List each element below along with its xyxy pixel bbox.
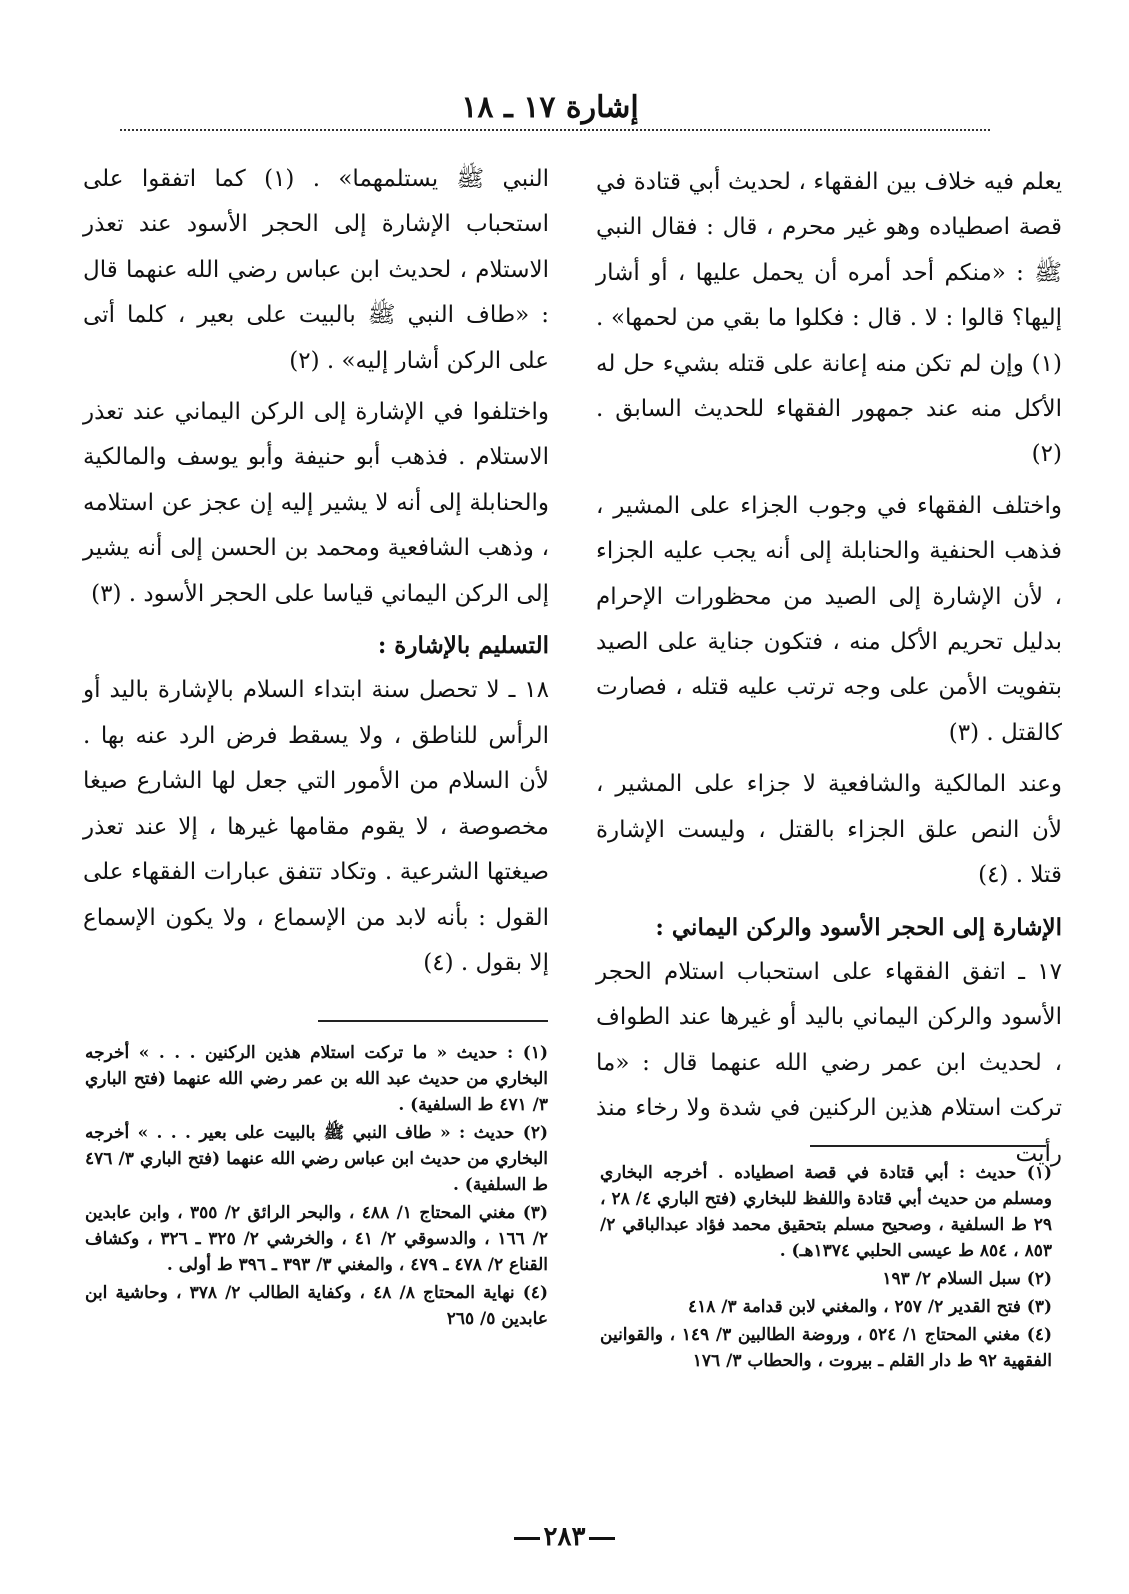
footnote: (١) : حديث « ما تركت استلام هذين الركنين . . . » أخرجه البخاري من حديث عبد الله بن عمر رضي الله عنهما (فتح الباري ٣/ ٤٧١ ط السلفية) . [85, 1043, 548, 1115]
section-paragraph: ١٧ ـ اتفق الفقهاء على استحباب استلام الحجر الأسود والركن اليماني باليد أو غيرها عند الطواف ، لحديث ابن عمر رضي الله عنهما قال : «ما تركت استلام هذين الركنين في شدة ولا رخاء منذ رأيت [596, 958, 1062, 1167]
footnote: (٣) مغني المحتاج ١/ ٤٨٨ ، والبحر الرائق ٢/ ٣٥٥ ، وابن عابدين ٢/ ١٦٦ ، والدسوقي ٢/ ٤١ ، والخرشي ٢/ ٣٢٥ ـ ٣٢٦ ، وكشاف القناع ٢/ ٤٧٨ ـ ٤٧٩ ، والمغني ٣/ ٣٩٣ ـ ٣٩٦ ط أولى . [85, 1203, 548, 1275]
section-heading: الإشارة إلى الحجر الأسود والركن اليماني : [655, 913, 1062, 941]
footnote: (٤) نهاية المحتاج ٨/ ٤٨ ، وكفاية الطالب ٢/ ٣٧٨ ، وحاشية ابن عابدين ٥/ ٢٦٥ [85, 1283, 548, 1329]
section-heading: التسليم بالإشارة : [377, 632, 549, 660]
footnotes-right [600, 1160, 1052, 1376]
right-column [596, 160, 1062, 1177]
left-column [83, 157, 549, 986]
dash-decoration [514, 1537, 540, 1540]
footnotes-left [85, 1040, 548, 1334]
section-paragraph: ١٨ ـ لا تحصل سنة ابتداء السلام بالإشارة باليد أو الرأس للناطق ، ولا يسقط فرض الرد عنه بها . لأن السلام من الأمور التي جعل لها الشارع صيغا مخصوصة ، لا يقوم مقامها غيرها ، إلا عند تعذر صيغتها الشرعية . وتكاد تتفق عبارات الفقهاء على القول : بأنه لابد من الإسماع ، ولا يكون الإسماع إلا بقول . (٤) [83, 677, 549, 976]
paragraph: وعند المالكية والشافعية لا جزاء على المشير ، لأن النص علق الجزاء بالقتل ، وليست الإشارة قتلا . (٤) [596, 771, 1062, 889]
paragraph: النبي ﷺ يستلمهما» . (١) كما اتفقوا على استحباب الإشارة إلى الحجر الأسود عند تعذر الاستلام ، لحديث ابن عباس رضي الله عنهما قال : «طاف النبي ﷺ بالبيت على بعير ، كلما أتى على الركن أشار إليه» . (٢) [83, 166, 549, 374]
page-title: إشارة ١٧ ـ ١٨ [461, 90, 639, 125]
page-header [120, 88, 980, 132]
header-divider [120, 129, 990, 131]
page-number [0, 1522, 1129, 1552]
paragraph: واختلفوا في الإشارة إلى الركن اليماني عند تعذر الاستلام . فذهب أبو حنيفة وأبو يوسف والمالكية والحنابلة إلى أنه لا يشير إليه إن عجز عن استلامه ، وذهب الشافعية ومحمد بن الحسن إلى أنه يشير إلى الركن اليماني قياسا على الحجر الأسود . (٣) [83, 399, 549, 607]
dash-decoration [589, 1537, 615, 1540]
footnote: (٤) مغني المحتاج ١/ ٥٢٤ ، وروضة الطالبين ٣/ ١٤٩ ، والقوانين الفقهية ٩٢ ط دار القلم ـ بيروت ، والحطاب ٣/ ١٧٦ [600, 1325, 1052, 1371]
footnote-divider [318, 1020, 548, 1022]
footnote: (٣) فتح القدير ٢/ ٢٥٧ ، والمغني لابن قدامة ٣/ ٤١٨ [687, 1297, 1052, 1317]
page-number-text: ٢٨٣ [543, 1522, 586, 1552]
paragraph: يعلم فيه خلاف بين الفقهاء ، لحديث أبي قتادة في قصة اصطياده وهو غير محرم ، قال : فقال النبي ﷺ : «منكم أحد أمره أن يحمل عليها ، أو أشار إليها؟ قالوا : لا . قال : فكلوا ما بقي من لحمها» . (١) وإن لم تكن منه إعانة على قتله بشيء حل له الأكل منه عند جمهور الفقهاء للحديث السابق . (٢) [596, 169, 1062, 468]
footnote-divider [810, 1145, 1046, 1147]
footnote: (٢) حديث : « طاف النبي ﷺ بالبيت على بعير . . . » أخرجه البخاري من حديث ابن عباس رضي الله عنهما (فتح الباري ٣/ ٤٧٦ ط السلفية) . [85, 1123, 548, 1195]
footnote: (١) حديث : أبي قتادة في قصة اصطياده . أخرجه البخاري ومسلم من حديث أبي قتادة واللفظ للبخاري (فتح الباري ٤/ ٢٨ ، ٢٩ ط السلفية ، وصحيح مسلم بتحقيق محمد فؤاد عبدالباقي ٢/ ٨٥٣ ، ٨٥٤ ط عيسى الحلبي ١٣٧٤هـ) . [600, 1163, 1052, 1261]
footnote: (٢) سبل السلام ٢/ ١٩٣ [882, 1269, 1052, 1289]
paragraph: واختلف الفقهاء في وجوب الجزاء على المشير ، فذهب الحنفية والحنابلة إلى أنه يجب عليه الجزاء ، لأن الإشارة إلى الصيد من محظورات الإحرام بدليل تحريم الأكل منه ، فتكون جناية على الصيد بتفويت الأمن على وجه ترتب عليه قتله ، فصارت كالقتل . (٣) [596, 492, 1062, 746]
